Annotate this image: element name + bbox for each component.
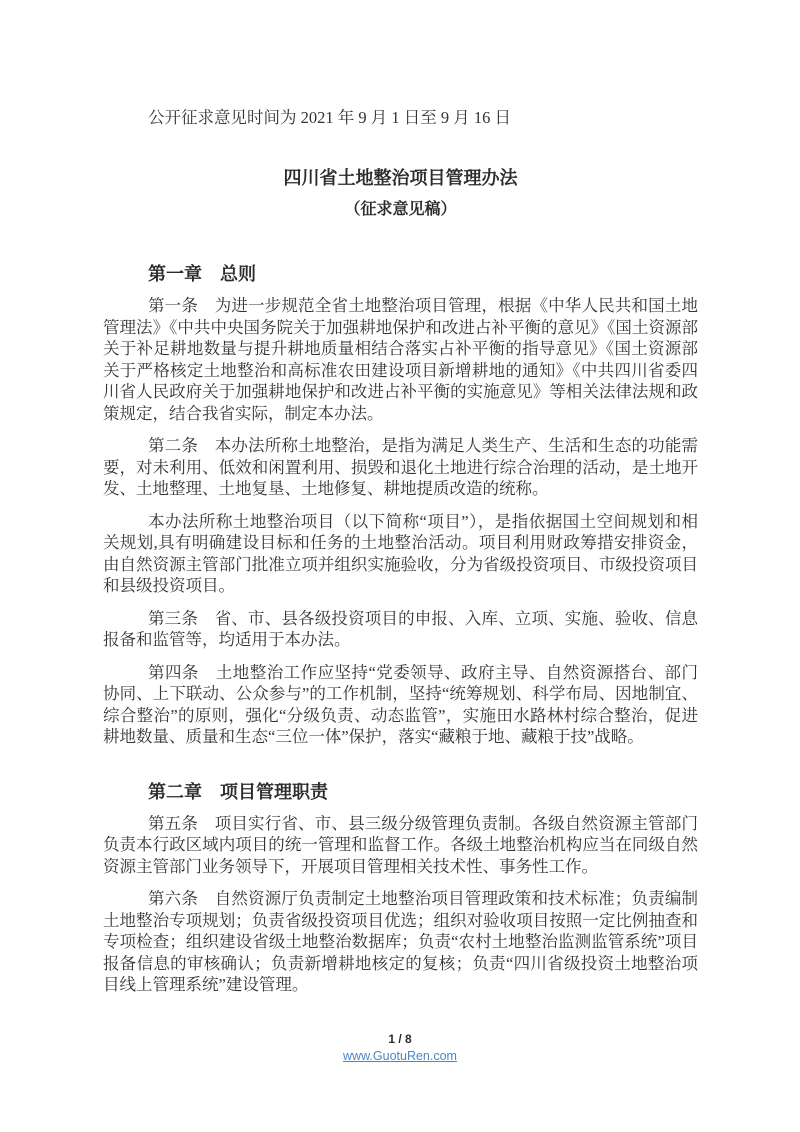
document-title: 四川省土地整治项目管理办法 xyxy=(283,168,518,188)
notice-line: 公开征求意见时间为 2021 年 9 月 1 日至 9 月 16 日 xyxy=(148,108,511,127)
document-subtitle: （征求意见稿） xyxy=(344,201,457,218)
page-footer xyxy=(0,1031,800,1065)
paragraph-article-3: 第三条 省、市、县各级投资项目的申报、入库、立项、实施、验收、信息报备和监管等，均适用于本办法。 xyxy=(103,608,698,649)
page-number: 1 / 8 xyxy=(388,1032,412,1046)
paragraph-article-4: 第四条 土地整治工作应坚持“党委领导、政府主导、自然资源搭台、部门协同、上下联动、公众参与”的工作机制，坚持“统筹规划、科学布局、因地制宜、综合整治”的原则，强化“分级负责、动态监管”，实施田水路林村综合整治，促进耕地数量、质量和生态“三位一体”保护，落实“藏粮于地、藏粮于技”战略。 xyxy=(103,662,698,746)
paragraph-article-2-continued: 本办法所称土地整治项目（以下简称“项目”），是指依据国土空间规划和相关规划,具有明确建设目标和任务的土地整治活动。项目利用财政筹措安排资金，由自然资源主管部门批准立项并组织实施验收，分为省级投资项目、市级投资项目和县级投资项目。 xyxy=(103,511,698,595)
chapter-heading-2: 第二章 项目管理职责 xyxy=(148,781,328,802)
chapter-heading-1: 第一章 总则 xyxy=(148,264,256,284)
paragraph-article-1: 第一条 为进一步规范全省土地整治项目管理，根据《中华人民共和国土地管理法》《中共中央国务院关于加强耕地保护和改进占补平衡的意见》《国土资源部关于补足耕地数量与提升耕地质量相结合落实占补平衡的指导意见》《国土资源部关于严格核定土地整治和高标准农田建设项目新增耕地的通知》《中共四川省委四川省人民政府关于加强耕地保护和改进占补平衡的实施意见》等相关法律法规和政策规定，结合我省实际，制定本办法。 xyxy=(103,296,698,423)
paragraph-article-5: 第五条 项目实行省、市、县三级分级管理负责制。各级自然资源主管部门负责本行政区域内项目的统一管理和监督工作。各级土地整治机构应当在同级自然资源主管部门业务领导下，开展项目管理相关技术性、事务性工作。 xyxy=(103,813,698,876)
paragraph-article-6: 第六条 自然资源厅负责制定土地整治项目管理政策和技术标准；负责编制土地整治专项规划；负责省级投资项目优选；组织对验收项目按照一定比例抽查和专项检查；组织建设省级土地整治数据库；负责“农村土地整治监测监管系统”项目报备信息的审核确认；负责新增耕地核定的复核；负责“四川省级投资土地整治项目线上管理系统”建设管理。 xyxy=(103,889,698,994)
document-content xyxy=(103,107,698,1007)
footer-link[interactable]: www.GuotuRen.com xyxy=(343,1049,457,1063)
paragraph-article-2: 第二条 本办法所称土地整治，是指为满足人类生产、生活和生态的功能需要，对未利用、低效和闲置利用、损毁和退化土地进行综合治理的活动，是土地开发、土地整理、土地复垦、土地修复、耕地提质改造的统称。 xyxy=(103,436,698,498)
